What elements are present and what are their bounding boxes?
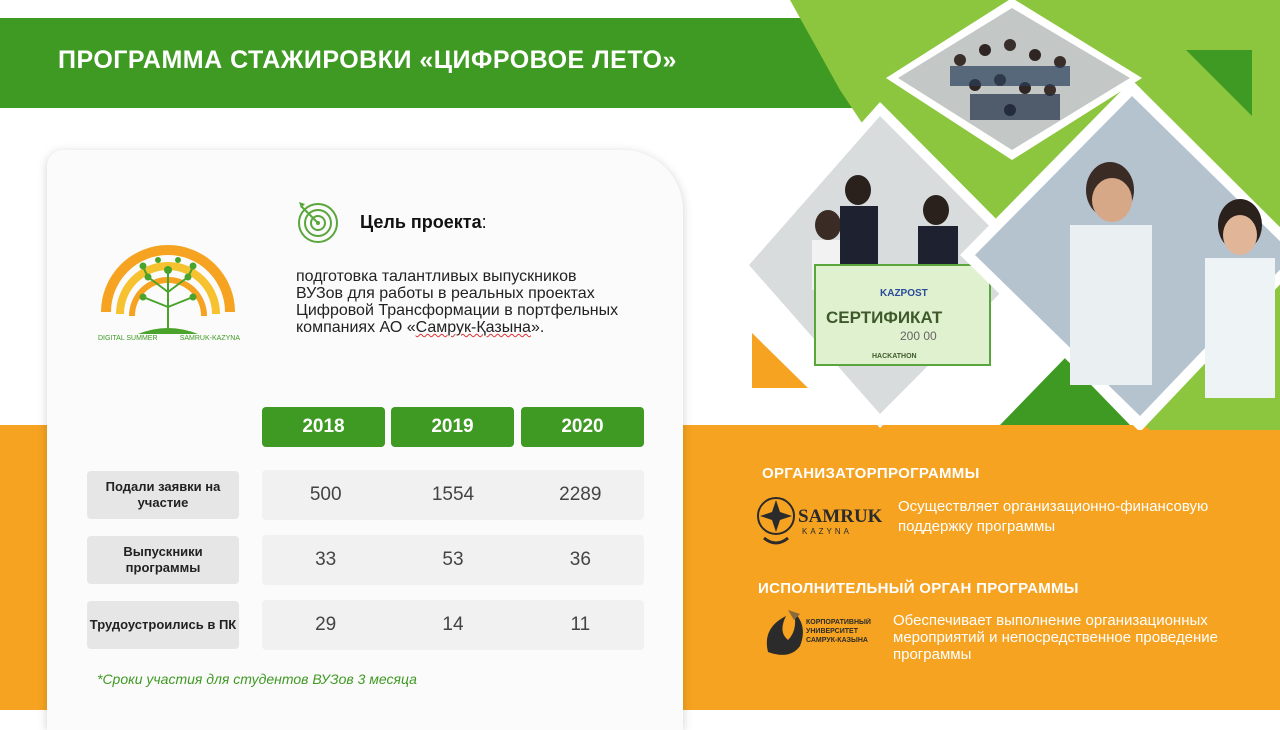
certificate-brand: KAZPOST <box>880 288 928 299</box>
samruk-kazyna-logo <box>754 492 882 550</box>
goal-text-end: ». <box>530 319 545 336</box>
university-logo-text: КОРПОРАТИВНЫЙ УНИВЕРСИТЕТ САМРУК-КАЗЫНА <box>806 619 871 644</box>
goal-text <box>296 268 626 336</box>
goal-title <box>360 212 487 233</box>
organizer-heading: ОРГАНИЗАТОРПРОГРАММЫ <box>762 465 980 482</box>
year-header-2020: 2020 <box>521 407 644 447</box>
cell-value: 36 <box>569 549 591 570</box>
certificate-tag: HACKATHON <box>872 353 917 360</box>
row-label-applications: Подали заявки на участие <box>87 471 239 519</box>
executor-text: Обеспечивает выполнение организационных мероприятий и непосредственное проведение программы <box>893 612 1218 663</box>
photo-collage <box>680 0 1280 430</box>
goal-text-main: подготовка талантливых выпускников ВУЗов для работы в реальных проектах Цифровой Трансформации в портфельных компаниях АО « <box>296 268 619 336</box>
orange-triangle <box>752 333 808 388</box>
year-header-2019: 2019 <box>391 407 514 447</box>
executor-heading: ИСПОЛНИТЕЛЬНЫЙ ОРГАН ПРОГРАММЫ <box>758 580 1079 597</box>
cell-value: 2289 <box>559 484 602 505</box>
samruk-logo-text: SAMRUK <box>798 506 882 527</box>
logo-caption-left: DIGITAL SUMMER <box>98 335 158 342</box>
year-header-2018: 2018 <box>262 407 385 447</box>
goal-title-label: Цель проекта <box>360 212 482 232</box>
logo-caption <box>98 335 240 342</box>
digital-summer-logo <box>98 222 238 347</box>
cell-value: 500 <box>309 484 342 505</box>
table-row <box>262 535 644 585</box>
goal-text-company: Самрук-Қазына <box>415 319 531 336</box>
samruk-logo-subtext: KAZYNA <box>802 527 853 536</box>
corporate-university-logo <box>758 606 878 662</box>
cell-value: 1554 <box>431 484 475 505</box>
logo-caption-right: SAMRUK-KAZYNA <box>179 335 240 342</box>
certificate-amount: 200 00 <box>900 329 937 343</box>
target-icon <box>295 198 341 244</box>
organizer-text: Осуществляет организационно-финансовую поддержку программы <box>898 498 1209 535</box>
cell-value: 29 <box>315 614 337 635</box>
cell-value: 33 <box>315 549 337 570</box>
cell-value: 14 <box>442 614 464 635</box>
table-row <box>262 470 644 520</box>
cell-value: 53 <box>442 549 464 570</box>
row-label-graduates: Выпускники программы <box>87 536 239 584</box>
row-label-employed: Трудоустроились в ПК <box>87 601 239 649</box>
certificate-title: СЕРТИФИКАТ <box>826 308 943 327</box>
footnote: *Сроки участия для студентов ВУЗов 3 месяца <box>97 671 417 687</box>
table-row <box>262 600 644 650</box>
cell-value: 11 <box>570 614 591 635</box>
page-title: ПРОГРАММА СТАЖИРОВКИ «ЦИФРОВОЕ ЛЕТО» <box>58 46 677 74</box>
goal-title-colon: : <box>481 212 487 232</box>
